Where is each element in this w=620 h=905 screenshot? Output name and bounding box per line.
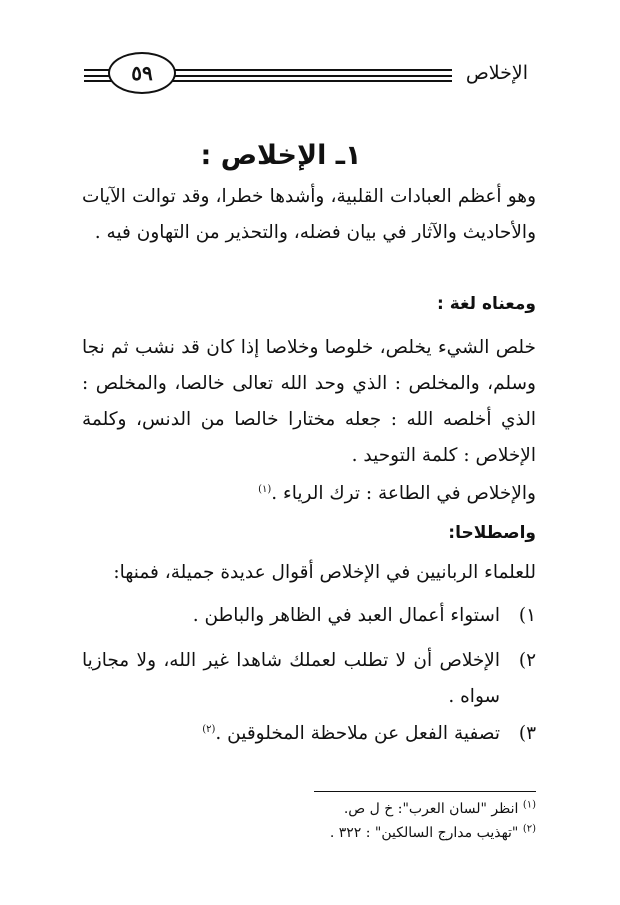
list-number: ٢) — [518, 650, 536, 671]
linguistic-paragraph: خلص الشيء يخلص، خلوصا وخلاصا إذا كان قد نشب ثم نجا وسلم، والمخلص : الذي وحد الله تعالى خالصا، والمخلص : الذي أخلصه الله : جعله مختارا خالصا من الدنس، وكلمة الإخلاص : كلمة التوحيد . — [82, 337, 536, 466]
intro-paragraph: وهو أعظم العبادات القلبية، وأشدها خطرا، وقد توالت الآيات والأحاديث والآثار في بيان فضله، والتحذير من التهاون فيه . — [82, 186, 536, 243]
list-text-content: استواء أعمال العبد في الظاهر والباطن . — [192, 605, 500, 626]
footnote-ref: (١) — [258, 483, 272, 495]
obedience-paragraph — [82, 476, 536, 512]
section-title: ١ـ الإخلاص : — [200, 140, 362, 171]
list-text — [82, 716, 500, 752]
footnote-marker: (٢) — [522, 823, 536, 835]
obedience-text: والإخلاص في الطاعة : ترك الرياء . — [271, 483, 536, 504]
page-number: ٥٩ — [108, 52, 176, 94]
list-text-content: تصفية الفعل عن ملاحظة المخلوقين . — [215, 723, 500, 744]
footnote — [82, 798, 536, 820]
footnote-marker: (١) — [522, 799, 536, 811]
list-number: ١) — [518, 605, 536, 626]
list-text-content: الإخلاص أن لا تطلب لعملك شاهدا غير الله، ولا مجازيا سواه . — [82, 650, 500, 707]
footnote-ref: (٢) — [202, 723, 216, 735]
list-item — [82, 643, 536, 715]
list-item — [82, 598, 536, 634]
footnote-divider — [314, 791, 536, 792]
footnote — [82, 822, 536, 844]
linguistic-heading: ومعناه لغة : — [437, 294, 536, 314]
technical-heading: واصطلاحا: — [448, 523, 536, 543]
footnote-text: "تهذيب مدارج السالكين" : ٣٢٢ . — [329, 825, 519, 841]
technical-intro: للعلماء الربانيين في الإخلاص أقوال عديدة جميلة، فمنها: — [113, 562, 536, 583]
list-number: ٣) — [518, 723, 536, 744]
list-text — [82, 643, 500, 715]
footnote-text: انظر "لسان العرب": خ ل ص. — [343, 801, 519, 817]
running-title: الإخلاص — [452, 58, 536, 88]
list-item — [82, 716, 536, 752]
list-text — [82, 598, 500, 634]
